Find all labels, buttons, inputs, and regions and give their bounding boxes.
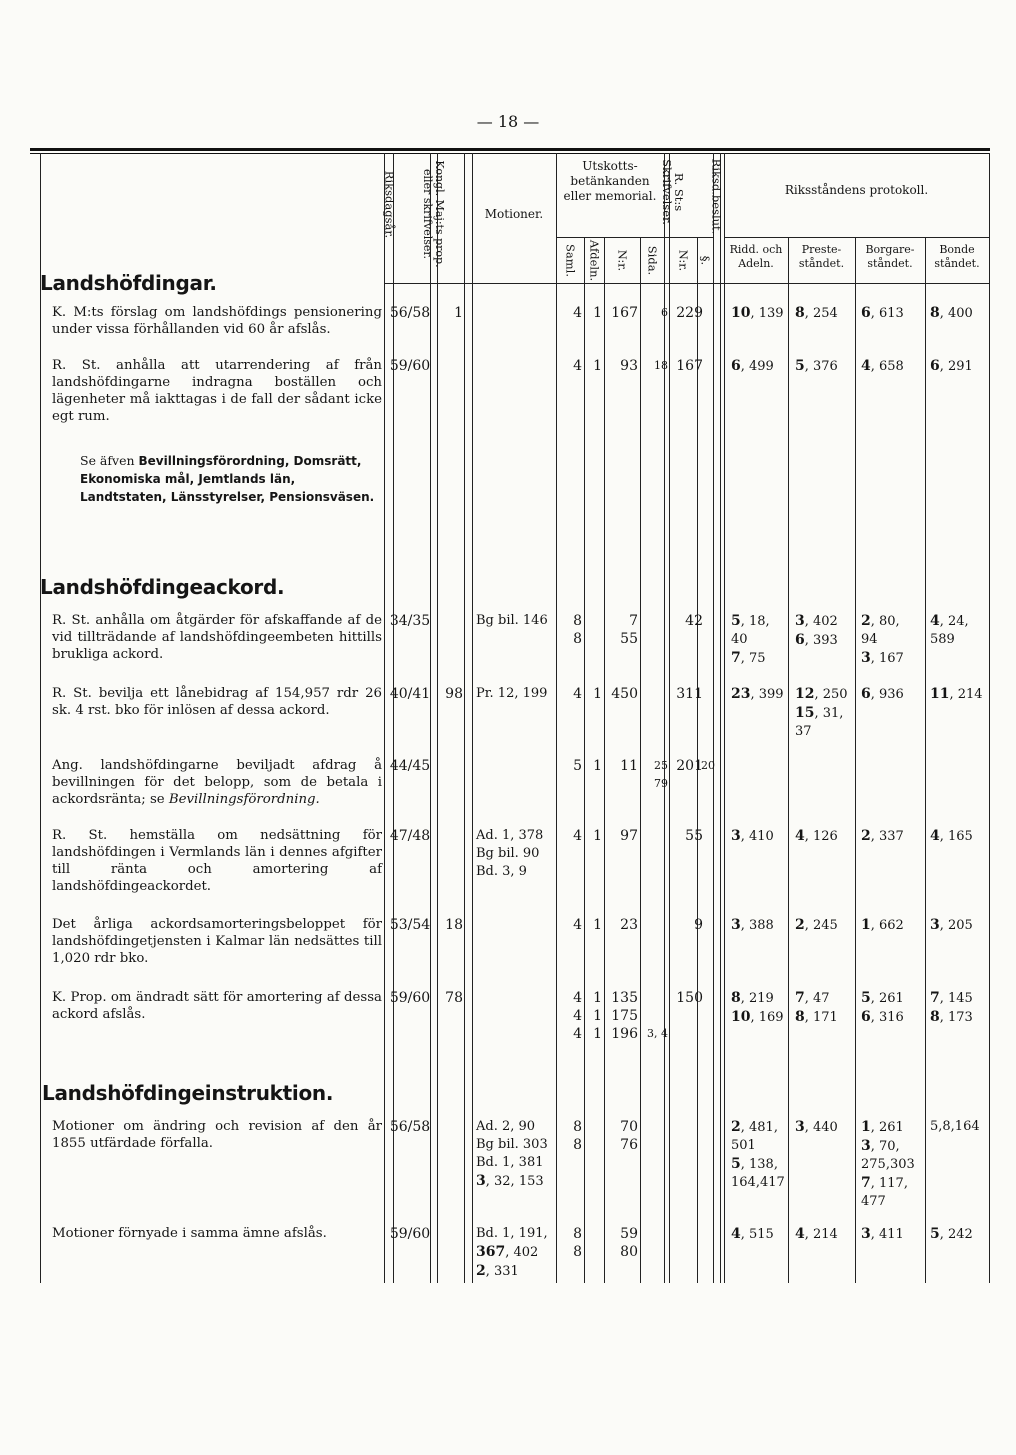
- cell-afd: 1: [593, 305, 602, 321]
- cell-ridd: 4, 515: [731, 1226, 774, 1242]
- cell-bonde: 11, 214: [930, 686, 983, 702]
- cell-afd: 1: [593, 828, 602, 844]
- cell-desc: K. Prop. om ändradt sätt för amortering af dessa ackord afslås.: [52, 990, 382, 1022]
- cell-preste: 7, 47 8, 171: [795, 990, 838, 1025]
- cell-saml: 4: [573, 686, 582, 702]
- header-borgare: Borgare- ståndet.: [865, 243, 915, 270]
- cell-bonde: 3, 205: [930, 917, 973, 933]
- cell-borgare: 2, 337: [861, 828, 904, 844]
- cell-borgare: 1, 261 3, 70, 275,303 7, 117, 477: [861, 1119, 915, 1209]
- cell-nr: 97: [620, 828, 638, 844]
- cell-rnr: 150: [676, 990, 703, 1006]
- cell-sida: 25 79: [654, 759, 668, 790]
- header-rsts-skrifvelser: R. St:s Skrifvelser.: [660, 159, 686, 225]
- header-sida: Sida.: [645, 245, 660, 276]
- cell-sida: 3, 4: [647, 1027, 668, 1040]
- header-nr: N:r.: [615, 249, 630, 272]
- cell-desc: Ang. landshöfdingarne beviljadt afdrag å bevillningen för det belopp, som de betala i ackordsränta; se Bevillningsförordning.: [52, 758, 382, 807]
- cell-bonde: 5, 242: [930, 1226, 973, 1242]
- cell-mot: Bg bil. 146: [476, 613, 548, 628]
- cell-nr: 23: [620, 917, 638, 933]
- header-paragraph: §.: [698, 255, 713, 266]
- cell-mot: Bd. 1, 191, 367, 402 2, 331: [476, 1226, 548, 1279]
- cell-afd: 1: [593, 686, 602, 702]
- cell-bonde: 8, 400: [930, 305, 973, 321]
- cell-rnr: 9: [694, 917, 703, 933]
- header-utskotts: Utskotts- betänkanden eller memorial.: [563, 159, 657, 203]
- section-landshofdingeackord: Landshöfdingeackord.: [40, 575, 285, 599]
- cell-ridd: 23, 399: [731, 686, 784, 702]
- header-preste: Preste- ståndet.: [798, 243, 845, 270]
- cell-prop: 18: [445, 917, 463, 933]
- cell-desc: R. St. anhålla att utarrendering af från landshöfdingarne indragna boställen och lägenheter må iakttagas i de fall der sådant icke egt rum.: [52, 358, 382, 424]
- cell-prop: 1: [454, 305, 463, 321]
- cell-year: 40/41: [389, 686, 431, 702]
- cell-nr: 59 80: [620, 1226, 638, 1260]
- header-riksd-beslut: Riksd.beslut.: [709, 158, 724, 235]
- header-afdeln: Afdeln.: [587, 239, 602, 282]
- cell-mot: Ad. 2, 90 Bg bil. 303 Bd. 1, 381 3, 32, 153: [476, 1119, 548, 1189]
- cell-year: 56/58: [389, 1119, 431, 1135]
- cell-ridd: 6, 499: [731, 358, 774, 374]
- cell-s: 20: [701, 759, 715, 772]
- cell-ridd: 5, 18, 40 7, 75: [731, 613, 770, 666]
- cell-year: 59/60: [389, 358, 431, 374]
- cell-rnr: 311: [676, 686, 703, 702]
- cell-borgare: 1, 662: [861, 917, 904, 933]
- cell-saml: 4: [573, 305, 582, 321]
- cell-nr: 7 55: [620, 613, 638, 647]
- cell-nr: 167: [611, 305, 638, 321]
- cell-nr: 93: [620, 358, 638, 374]
- cell-preste: 2, 245: [795, 917, 838, 933]
- cell-mot: Ad. 1, 378 Bg bil. 90 Bd. 3, 9: [476, 828, 544, 879]
- cell-borgare: 2, 80, 94 3, 167: [861, 613, 904, 666]
- cell-desc: R. St. hemställa om nedsättning för landshöfdingen i Vermlands län i dennes afgifter till ränta och amortering af landshöfdingeackordet.: [52, 828, 382, 894]
- cell-desc: Motioner förnyade i samma ämne afslås.: [52, 1226, 327, 1241]
- cell-rnr: 201: [676, 758, 703, 774]
- header-motioner: Motioner.: [484, 207, 544, 221]
- cell-preste: 4, 126: [795, 828, 838, 844]
- cell-borgare: 4, 658: [861, 358, 904, 374]
- cell-borgare: 6, 613: [861, 305, 904, 321]
- cell-saml: 8 8: [573, 1226, 582, 1260]
- cell-borgare: 3, 411: [861, 1226, 904, 1242]
- cell-bonde: 7, 145 8, 173: [930, 990, 973, 1025]
- top-rule-thin: [30, 153, 990, 154]
- cell-prop: 78: [445, 990, 463, 1006]
- cell-desc: K. M:ts förslag om landshöfdings pensionering under vissa förhållanden vid 60 år afslås.: [52, 305, 382, 337]
- cell-ridd: 3, 388: [731, 917, 774, 933]
- cell-year: 59/60: [389, 1226, 431, 1242]
- cell-saml: 8 8: [573, 1119, 582, 1153]
- header-ridd: Ridd. och Adeln.: [729, 243, 783, 270]
- header-riksdagsar: Riksdagsår.: [382, 170, 397, 239]
- cell-preste: 8, 254: [795, 305, 838, 321]
- cell-afd: 1: [593, 758, 602, 774]
- cell-saml: 5: [573, 758, 582, 774]
- cell-ridd: 10, 139: [731, 305, 784, 321]
- cell-rnr: 229: [676, 305, 703, 321]
- cell-desc: Motioner om ändring och revision af den år 1855 utfärdade förfalla.: [52, 1119, 382, 1151]
- cell-rnr: 167: [676, 358, 703, 374]
- header-protokoll: Riksståndens protokoll.: [784, 183, 929, 197]
- cell-preste: 12, 250 15, 31, 37: [795, 686, 848, 739]
- cell-desc-italic: Bevillningsförordning.: [168, 792, 320, 807]
- cell-nr: 70 76: [620, 1119, 638, 1153]
- cell-preste: 5, 376: [795, 358, 838, 374]
- cell-desc: Det årliga ackordsamorteringsbeloppet för landshöfdingetjensten i Kalmar län nedsättes till 1,020 rdr bko.: [52, 917, 382, 966]
- cell-sida: 18: [654, 359, 668, 372]
- cell-bonde: 6, 291: [930, 358, 973, 374]
- page-number: — 18 —: [476, 112, 540, 131]
- cell-rnr: 42: [685, 613, 703, 629]
- section-landshofdingar: Landshöfdingar.: [40, 271, 217, 295]
- cell-ridd: 8, 219 10, 169: [731, 990, 784, 1025]
- header-saml: Saml.: [563, 244, 578, 277]
- cell-nr: 450: [611, 686, 638, 702]
- header-kongl-prop: Kongl. Maj:ts prop. eller skrifvelser.: [421, 160, 446, 268]
- cell-rnr: 55: [685, 828, 703, 844]
- see-also-note: Se äfven Bevillningsförordning, Domsrätt, Ekonomiska mål, Jemtlands län, Landtstaten, Länsstyrelser, Pensionsväsen.: [80, 453, 375, 504]
- section-landshofdingeinstruktion: Landshöfdingeinstruktion.: [42, 1081, 334, 1105]
- cell-mot: Pr. 12, 199: [476, 686, 548, 701]
- header-nr2: N:r.: [676, 249, 691, 272]
- cell-nr: 135 175 196: [611, 990, 638, 1042]
- cell-year: 34/35: [389, 613, 431, 629]
- cell-year: 59/60: [389, 990, 431, 1006]
- cell-saml: 4: [573, 917, 582, 933]
- cell-bonde: 4, 24, 589: [930, 613, 969, 647]
- cell-year: 56/58: [389, 305, 431, 321]
- top-rule: [30, 148, 990, 151]
- cell-desc: R. St. bevilja ett lånebidrag af 154,957 rdr 26 sk. 4 rst. bko för inlösen af dessa ackord.: [52, 686, 382, 718]
- header-bonde: Bonde ståndet.: [934, 243, 980, 270]
- cell-year: 44/45: [389, 758, 431, 774]
- cell-borgare: 6, 936: [861, 686, 904, 702]
- cell-year: 47/48: [389, 828, 431, 844]
- cell-saml: 8 8: [573, 613, 582, 647]
- cell-sida: 6: [661, 306, 668, 319]
- cell-ridd: 3, 410: [731, 828, 774, 844]
- cell-year: 53/54: [389, 917, 431, 933]
- cell-nr: 11: [620, 758, 638, 774]
- cell-saml: 4 4 4: [573, 990, 582, 1042]
- cell-saml: 4: [573, 828, 582, 844]
- cell-afd: 1 1 1: [593, 990, 602, 1042]
- cell-bonde: 4, 165: [930, 828, 973, 844]
- cell-preste: 3, 440: [795, 1119, 838, 1135]
- cell-saml: 4: [573, 358, 582, 374]
- cell-desc: R. St. anhålla om åtgärder för afskaffande af de vid tillträdande af landshöfdingeembeten hittills brukliga ackord.: [52, 613, 382, 662]
- cell-borgare: 5, 261 6, 316: [861, 990, 904, 1025]
- cell-preste: 3, 402 6, 393: [795, 613, 838, 648]
- cell-prop: 98: [445, 686, 463, 702]
- cell-preste: 4, 214: [795, 1226, 838, 1242]
- cell-ridd: 2, 481, 501 5, 138, 164,417: [731, 1119, 785, 1190]
- cell-afd: 1: [593, 358, 602, 374]
- cell-afd: 1: [593, 917, 602, 933]
- cell-bonde: 5,8,164: [930, 1119, 980, 1134]
